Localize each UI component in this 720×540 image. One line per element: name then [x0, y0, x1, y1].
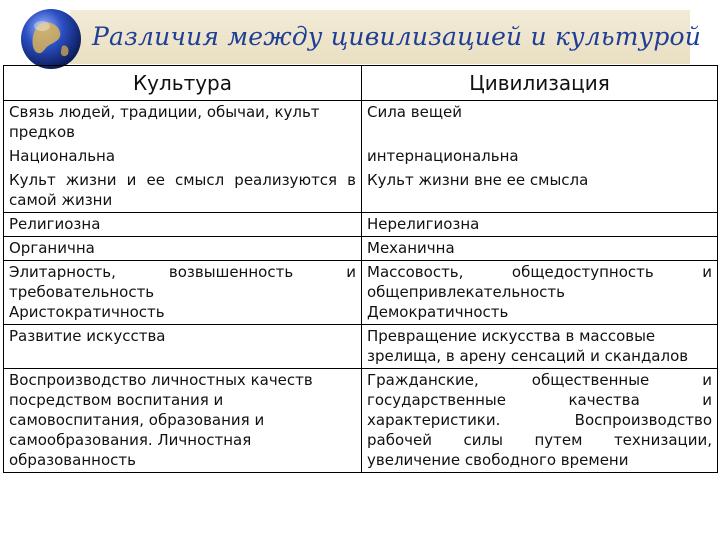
cell-text: Нерелигиозна	[367, 215, 480, 233]
cell-text: Религиозна	[9, 215, 101, 233]
cell-text: Развитие искусства	[9, 327, 166, 345]
slide-header	[0, 0, 720, 64]
column-header-culture: Культура	[4, 66, 362, 101]
cell-text: Гражданские, общественные и государственные качества и характеристики. Воспроизводство рабочей силы путем технизации, увеличение свободного времени	[367, 371, 712, 469]
table-cell-culture	[4, 369, 362, 473]
table-row	[4, 237, 718, 261]
table-cell-culture	[4, 213, 362, 237]
table-row	[4, 325, 718, 369]
table-cell-culture	[4, 101, 362, 213]
table-cell-culture	[4, 325, 362, 369]
cell-text: Элитарность, возвышенность и требовательность	[9, 263, 356, 301]
cell-text: Воспроизводство личностных качеств посредством воспитания и самовоспитания, образования и самообразования. Личностная образованность	[9, 371, 313, 469]
table-row	[4, 213, 718, 237]
table-cell-civilization	[362, 369, 718, 473]
cell-text: Аристократичность	[9, 303, 165, 321]
table-cell-civilization	[362, 325, 718, 369]
globe-icon	[18, 6, 84, 72]
table-row	[4, 261, 718, 325]
cell-text: Связь людей, традиции, обычаи, культ предков	[9, 103, 320, 141]
cell-text: интернациональна	[367, 147, 519, 165]
table-cell-civilization	[362, 261, 718, 325]
table-cell-culture	[4, 261, 362, 325]
table-cell-culture	[4, 237, 362, 261]
table-cell-civilization	[362, 237, 718, 261]
comparison-table	[3, 65, 718, 473]
table-cell-civilization	[362, 101, 718, 213]
cell-text: Органична	[9, 239, 95, 257]
table-header-row	[4, 66, 718, 101]
table-cell-civilization	[362, 213, 718, 237]
table-row	[4, 101, 718, 213]
cell-text: Культ жизни и ее смысл реализуются в самой жизни	[9, 171, 356, 209]
cell-text: Культ жизни вне ее смысла	[367, 171, 589, 189]
table-row	[4, 369, 718, 473]
cell-text: Массовость, общедоступность и общепривлекательность	[367, 263, 712, 301]
slide-title: Различия между цивилизацией и культурой	[92, 22, 702, 51]
cell-text: Превращение искусства в массовые зрелища, в арену сенсаций и скандалов	[367, 327, 689, 365]
cell-text: Демократичность	[367, 303, 509, 321]
column-header-civilization: Цивилизация	[362, 66, 718, 101]
cell-text: Сила вещей	[367, 103, 462, 121]
cell-text: Национальна	[9, 147, 116, 165]
cell-text: Механична	[367, 239, 455, 257]
